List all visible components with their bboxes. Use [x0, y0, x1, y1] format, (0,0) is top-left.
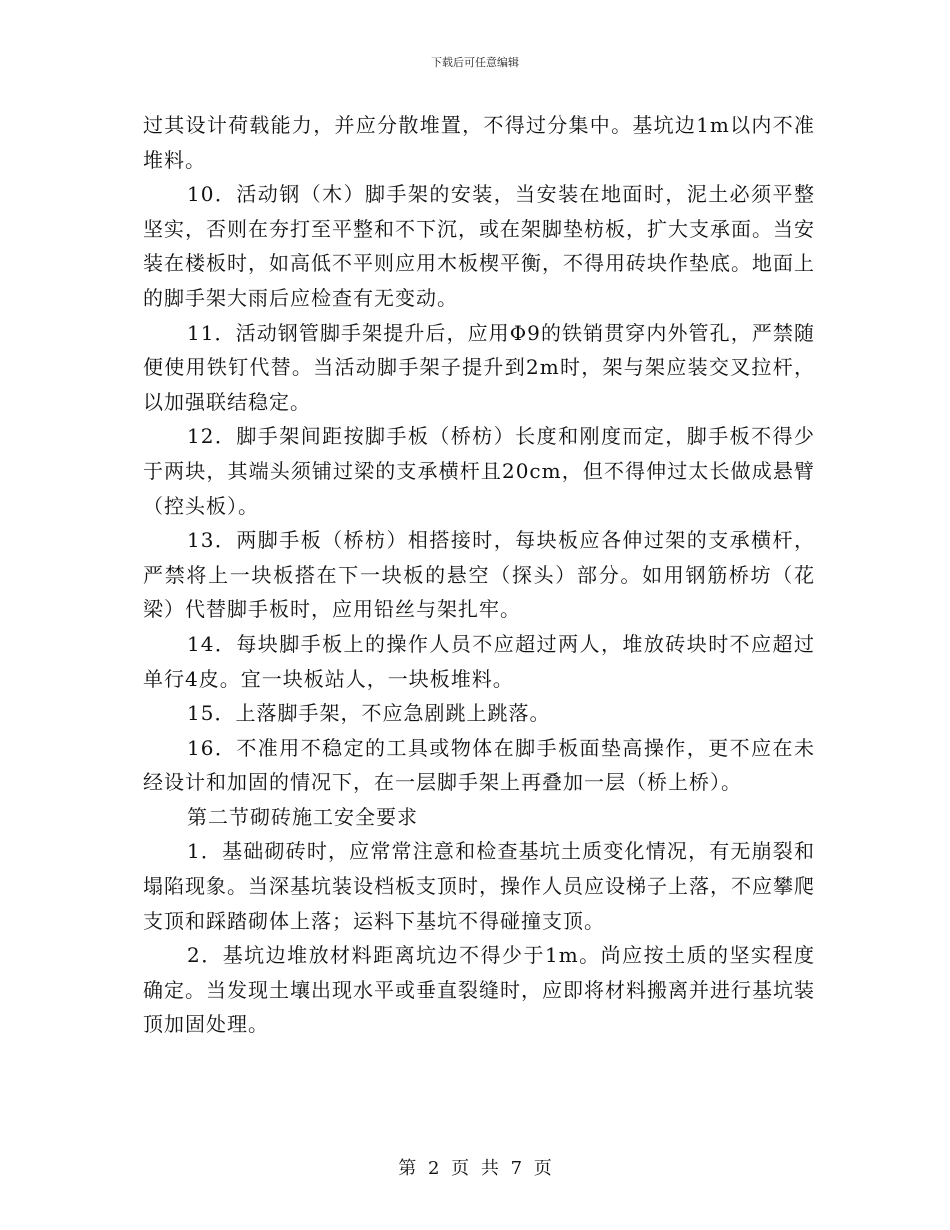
page-number-footer: 第 2 页 共 7 页 [398, 1158, 552, 1179]
paragraph-section2-item-1: 1．基础砌砖时，应常常注意和检查基坑土质变化情况，有无崩裂和塌陷现象。当深基坑装设档板支顶时，操作人员应设梯子上落，不应攀爬支顶和踩踏砌体上落；运料下基坑不得碰撞支顶。 [143, 839, 815, 933]
paragraph-item-11: 11．活动钢管脚手架提升后，应用Φ9的铁销贯穿内外管孔，严禁随便使用铁钉代替。当活动脚手架子提升到2m时，架与架应装交叉拉杆，以加强联结稳定。 [143, 320, 815, 414]
paragraph-item-16: 16．不准用不稳定的工具或物体在脚手板面垫高操作，更不应在未经设计和加固的情况下，在一层脚手架上再叠加一层（桥上桥）。 [143, 735, 815, 795]
paragraph-item-13: 13．两脚手板（桥枋）相搭接时，每块板应各伸过架的支承横杆，严禁将上一块板搭在下一块板的悬空（探头）部分。如用钢筋桥坊（花梁）代替脚手板时，应用铅丝与架扎牢。 [143, 528, 815, 622]
page-header-note: 下载后可任意编辑 [431, 56, 519, 69]
document-body [143, 108, 815, 1042]
paragraph-item-15: 15．上落脚手架，不应急剧跳上跳落。 [187, 701, 551, 726]
paragraph-section2-item-2: 2．基坑边堆放材料距离坑边不得少于1m。尚应按土质的坚实程度确定。当发现土壤出现水平或垂直裂缝时，应即将材料搬离并进行基坑装顶加固处理。 [143, 943, 815, 1037]
section-heading: 第二节砌砖施工安全要求 [187, 804, 418, 829]
paragraph-item-12: 12．脚手架间距按脚手板（桥枋）长度和刚度而定，脚手板不得少于两块，其端头须铺过梁的支承横杆且20cm，但不得伸过太长做成悬臂（控头板）。 [143, 424, 815, 518]
paragraph-continuation: 过其设计荷载能力，并应分散堆置，不得过分集中。基坑边1m以内不准堆料。 [143, 113, 815, 172]
paragraph-item-14: 14．每块脚手板上的操作人员不应超过两人，堆放砖块时不应超过单行4皮。宜一块板站人，一块板堆料。 [143, 631, 815, 691]
paragraph-item-10: 10．活动钢（木）脚手架的安装，当安装在地面时，泥土必须平整坚实，否则在夯打至平整和不下沉，或在架脚垫枋板，扩大支承面。当安装在楼板时，如高低不平则应用木板楔平衡，不得用砖块作垫底。地面上的脚手架大雨后应检查有无变动。 [143, 182, 815, 310]
